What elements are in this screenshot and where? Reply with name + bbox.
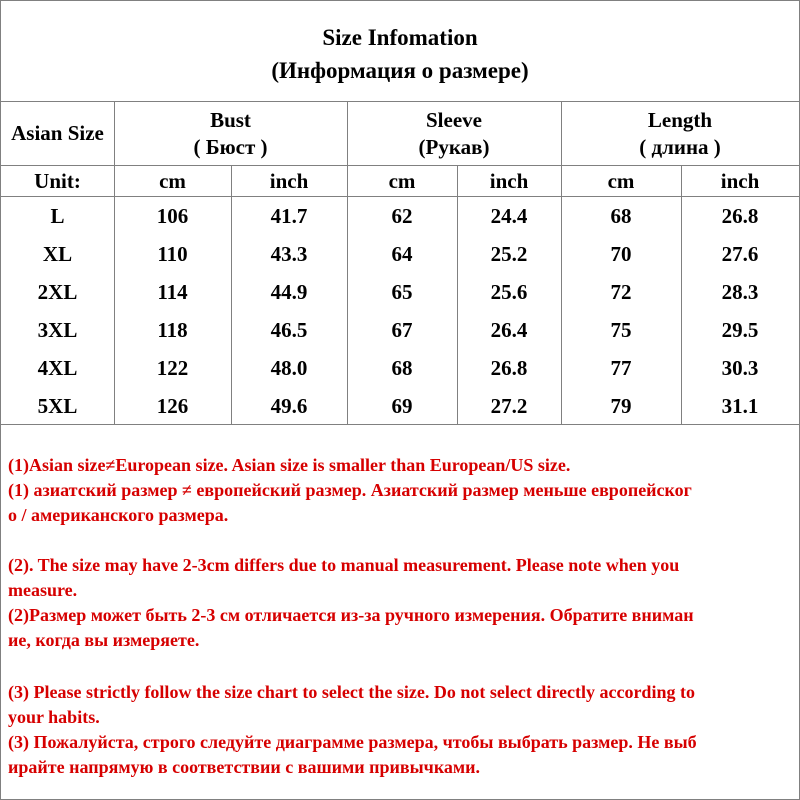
- value-cell: 79: [610, 394, 632, 418]
- length-header-ru: ( длина ): [639, 135, 721, 159]
- value-cell: 27.6: [721, 242, 759, 266]
- note-line: (1) азиатский размер ≠ европейский размер. Азиатский размер меньше европейског: [8, 480, 692, 500]
- value-cell: 25.6: [490, 280, 528, 304]
- unit-cell: inch: [720, 169, 760, 193]
- size-cell: 4XL: [37, 356, 78, 380]
- length-header: Length: [647, 108, 713, 132]
- value-cell: 30.3: [721, 356, 759, 380]
- value-cell: 70: [610, 242, 632, 266]
- value-cell: 64: [391, 242, 413, 266]
- note-line: ирайте напрямую в соответствии с вашими привычками.: [8, 757, 481, 777]
- value-cell: 65: [391, 280, 413, 304]
- value-cell: 49.6: [270, 394, 308, 418]
- unit-cell: inch: [489, 169, 529, 193]
- note-line: (3) Пожалуйста, строго следуйте диаграмме размера, чтобы выбрать размер. Не выб: [8, 732, 697, 752]
- value-cell: 48.0: [270, 356, 308, 380]
- value-cell: 118: [157, 318, 188, 342]
- value-cell: 67: [391, 318, 413, 342]
- value-cell: 69: [391, 394, 413, 418]
- unit-cell: cm: [607, 169, 635, 193]
- size-cell: L: [50, 204, 65, 228]
- unit-label: Unit:: [34, 169, 81, 193]
- note-line: ие, когда вы измеряете.: [8, 630, 200, 650]
- value-cell: 114: [157, 280, 188, 304]
- value-cell: 75: [610, 318, 632, 342]
- value-cell: 31.1: [721, 394, 759, 418]
- note-line: (3) Please strictly follow the size chart to select the size. Do not select directly according to: [8, 682, 695, 702]
- value-cell: 24.4: [490, 204, 528, 228]
- divider: [1, 424, 799, 425]
- value-cell: 110: [157, 242, 188, 266]
- value-cell: 77: [610, 356, 632, 380]
- page-title: Size Infomation: [322, 25, 478, 50]
- bust-header-ru: ( Бюст ): [193, 135, 268, 159]
- note-line: measure.: [8, 580, 78, 600]
- page-subtitle: (Информация о размере): [271, 58, 529, 83]
- note-line: о / американского размера.: [8, 505, 229, 525]
- value-cell: 43.3: [270, 242, 308, 266]
- sleeve-header: Sleeve: [426, 108, 482, 132]
- value-cell: 72: [610, 280, 632, 304]
- value-cell: 122: [156, 356, 189, 380]
- size-cell: 3XL: [37, 318, 78, 342]
- size-cell: XL: [42, 242, 73, 266]
- value-cell: 68: [610, 204, 632, 228]
- size-cell: 2XL: [37, 280, 78, 304]
- size-cell: 5XL: [37, 394, 78, 418]
- value-cell: 25.2: [490, 242, 528, 266]
- note-line: (2). The size may have 2-3cm differs due to manual measurement. Please note when you: [8, 555, 680, 575]
- value-cell: 28.3: [721, 280, 759, 304]
- divider: [1, 196, 799, 197]
- value-cell: 29.5: [721, 318, 759, 342]
- value-cell: 106: [156, 204, 189, 228]
- value-cell: 27.2: [490, 394, 528, 418]
- value-cell: 26.8: [721, 204, 759, 228]
- value-cell: 68: [391, 356, 413, 380]
- sleeve-header-ru: (Рукав): [418, 135, 490, 159]
- divider: [1, 101, 799, 102]
- value-cell: 26.4: [490, 318, 528, 342]
- value-cell: 46.5: [270, 318, 308, 342]
- value-cell: 126: [156, 394, 189, 418]
- value-cell: 62: [391, 204, 413, 228]
- value-cell: 41.7: [270, 204, 308, 228]
- bust-header: Bust: [210, 108, 251, 132]
- value-cell: 26.8: [490, 356, 528, 380]
- unit-cell: cm: [159, 169, 186, 193]
- unit-cell: inch: [269, 169, 309, 193]
- note-line: your habits.: [8, 707, 100, 727]
- note-line: (2)Размер может быть 2-3 см отличается из-за ручного измерения. Обратите вниман: [8, 605, 694, 625]
- asian-size-header: Asian Size: [11, 121, 104, 145]
- note-line: (1)Asian size≠European size. Asian size is smaller than European/US size.: [8, 455, 571, 475]
- value-cell: 44.9: [270, 280, 308, 304]
- unit-cell: cm: [388, 169, 416, 193]
- divider: [1, 165, 799, 166]
